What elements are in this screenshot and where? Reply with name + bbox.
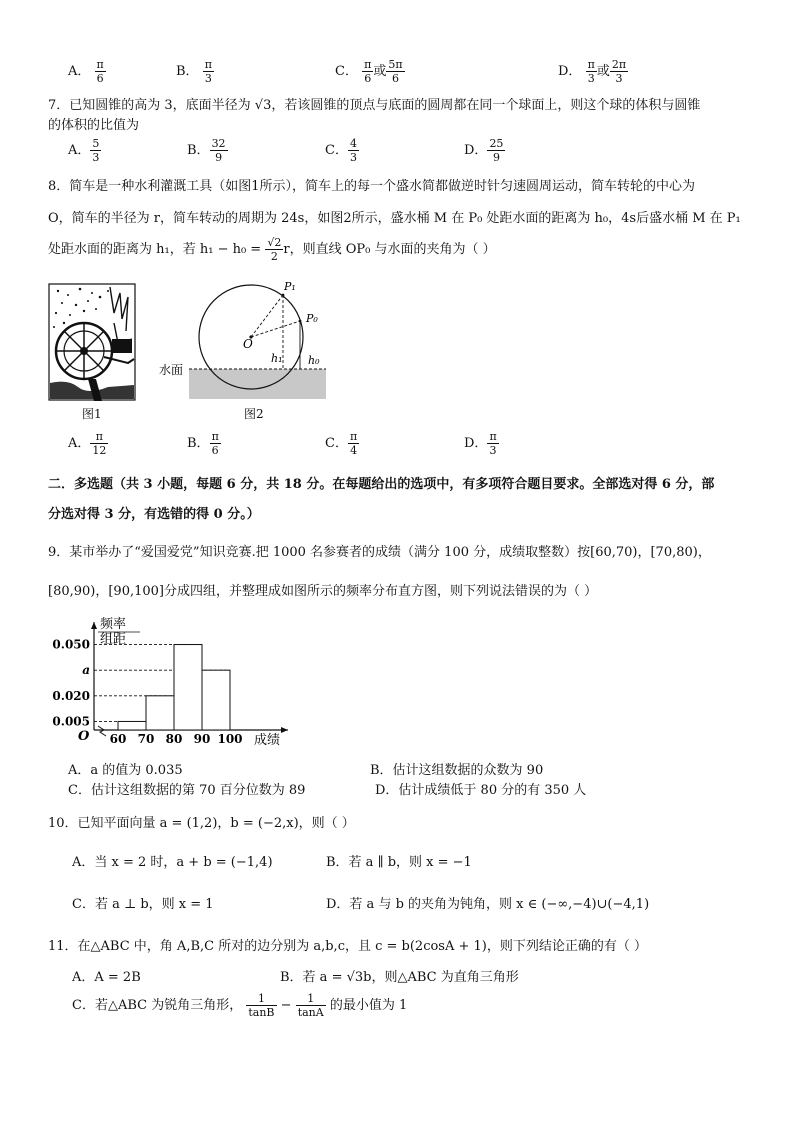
fraction: $\frac{5\pi}{6}$: [388, 58, 403, 85]
origin-label: O: [78, 729, 90, 744]
x-tick-label-4: 100: [217, 732, 243, 746]
fraction: $\frac{\pi}{3}$: [489, 430, 497, 457]
y-tick-label-0: 0.050: [52, 637, 90, 652]
y-axis-arrow: [91, 622, 97, 629]
q10-option-d: D．若 a 与 b 的夹角为钝角，则 x ∈ (−∞,−4)∪(−4,1): [326, 897, 650, 912]
x-tick-label-2: 80: [165, 732, 183, 746]
q8-option-c: C． $\frac{\pi}{4}$: [325, 430, 358, 457]
point-p1: [282, 294, 285, 297]
fraction: $\frac{1}{\tan B}$: [248, 992, 275, 1019]
q11-option-a: A．A = 2B: [72, 970, 141, 985]
fraction: $\frac{\pi}{4}$: [349, 430, 358, 457]
q7-option-a: A． $\frac{5}{3}$: [68, 137, 100, 164]
fraction: $\frac{5}{3}$: [92, 137, 100, 164]
fraction: $\frac{32}{9}$: [211, 137, 226, 164]
q10-option-c: C．若 a ⊥ b，则 x = 1: [72, 897, 214, 912]
q9-option-b: B．估计这组数据的众数为 90: [370, 763, 544, 778]
frequency-histogram: [40, 612, 300, 752]
x-tick-label-1: 70: [137, 732, 155, 746]
figure1-caption: 图1: [82, 407, 102, 421]
q6-option-c: C． $\frac{\pi}{6}$ 或 $\frac{5\pi}{6}$: [335, 58, 403, 85]
label-p0: P₀: [306, 312, 318, 325]
q6-option-d: D． $\frac{\pi}{3}$ 或 $\frac{2\pi}{3}$: [558, 58, 627, 85]
label-o: O: [243, 337, 253, 351]
fraction: $\frac{4}{3}$: [349, 137, 357, 164]
fraction: $\frac{\pi}{3}$: [204, 58, 212, 85]
label-p1: P₁: [284, 280, 296, 293]
fraction: $\frac{2\pi}{3}$: [611, 58, 627, 85]
axis-break-mark: [98, 726, 106, 736]
q6-option-a: A． $\frac{\pi}{6}$: [68, 58, 104, 85]
figure1-waterwheel: [48, 283, 136, 401]
fraction: $\frac{\pi}{3}$: [587, 58, 595, 85]
section2-heading-line2: 分选对得 3 分，有选错的得 0 分。）: [48, 507, 260, 522]
fraction: $\frac{\pi}{6}$: [96, 58, 104, 85]
histogram-bar-1: [146, 696, 174, 730]
q7-stem-line2: 的体积的比值为: [48, 118, 140, 133]
q8-stem-line3: 处距水面的距离为 h₁，若 h₁ − h₀ = $\frac{√2}{2}$ r，则直线 OP₀ 与水面的夹角为（ ）: [48, 236, 496, 263]
q8-option-d: D． $\frac{\pi}{3}$: [464, 430, 497, 457]
q8-option-b: B． $\frac{\pi}{6}$: [187, 430, 219, 457]
x-axis-label: 成绩: [254, 733, 281, 748]
y-axis-label-top: 频率: [100, 617, 127, 632]
q7-stem-line1: 7．已知圆锥的高为 3，底面半径为 √3，若该圆锥的顶点与底面的圆周都在同一个球面上，则这个球的体积与圆锥: [48, 98, 701, 113]
histogram-bar-3: [202, 670, 230, 730]
q9-option-c: C．估计这组数据的第 70 百分位数为 89: [68, 783, 306, 798]
y-tick-label-2: 0.020: [52, 688, 90, 703]
q11-option-c: C．若△ABC 为锐角三角形， $\frac{1}{\tan B}$ − $\frac{1}{\tan A}$ 的最小值为 1: [72, 992, 408, 1019]
q10-stem: 10．已知平面向量 a = (1,2)，b = (−2,x)，则（ ）: [48, 816, 355, 831]
q11-stem: 11．在△ABC 中，角 A,B,C 所对的边分别为 a,b,c，且 c = b(2cosA + 1)，则下列结论正确的有（ ）: [48, 939, 648, 954]
section2-heading-line1: 二．多选题（共 3 小题，每题 6 分，共 18 分。在每题给出的选项中，有多项符合题目要求。全部选对得 6 分，部: [48, 477, 715, 492]
point-p0: [299, 320, 302, 323]
q10-option-a: A．当 x = 2 时，a + b = (−1,4): [72, 855, 273, 870]
fraction: $\frac{√2}{2}$: [267, 236, 282, 263]
q10-option-b: B．若 a ∥ b，则 x = −1: [326, 855, 472, 870]
q6-option-b: B． $\frac{\pi}{3}$: [176, 58, 212, 85]
y-tick-label-3: 0.005: [52, 714, 90, 729]
q8-option-a: A． $\frac{\pi}{12}$: [68, 430, 107, 457]
figure2-caption: 图2: [244, 407, 264, 421]
segment-op0: [251, 321, 300, 337]
histogram-bar-2: [174, 645, 202, 730]
x-axis-arrow: [281, 727, 288, 733]
fraction: $\frac{25}{9}$: [489, 137, 504, 164]
q9-stem-line1: 9．某市举办了“爱国爱党”知识竞赛.把 1000 名参赛者的成绩（满分 100 分，成绩取整数）按[60,70)，[70,80)，: [48, 545, 711, 560]
histogram-bar-0: [118, 721, 146, 730]
x-tick-label-3: 90: [193, 732, 211, 746]
fraction: $\frac{\pi}{12}$: [92, 430, 107, 457]
water-region: [189, 369, 326, 399]
q9-option-a: A．a 的值为 0.035: [68, 763, 183, 778]
fraction: $\frac{1}{\tan A}$: [297, 992, 324, 1019]
label-h0: h₀: [308, 354, 320, 367]
x-tick-label-0: 60: [109, 732, 127, 746]
q8-stem-line2: O，简车的半径为 r，简车转动的周期为 24s，如图2所示，盛水桶 M 在 P₀ 处距水面的距离为 h₀，4s后盛水桶 M 在 P₁: [48, 211, 741, 226]
q9-stem-line2: [80,90)，[90,100]分成四组，并整理成如图所示的频率分布直方图，则下列说法错误的为（ ）: [48, 584, 598, 599]
q9-option-d: D．估计成绩低于 80 分的有 350 人: [375, 783, 587, 798]
segment-op1: [251, 295, 283, 337]
q7-option-d: D． $\frac{25}{9}$: [464, 137, 504, 164]
figure2-diagram: [155, 276, 335, 402]
y-tick-label-1: a: [82, 663, 90, 678]
fraction: $\frac{\pi}{6}$: [364, 58, 372, 85]
q8-stem-line1: 8．简车是一种水利灌溉工具（如图1所示），简车上的每一个盛水简都做逆时针匀速圆周运动，简车转轮的中心为: [48, 179, 696, 194]
q7-option-b: B． $\frac{32}{9}$: [187, 137, 226, 164]
fraction: $\frac{\pi}{6}$: [211, 430, 219, 457]
label-water: 水面: [159, 363, 184, 377]
q11-option-b: B．若 a = √3b，则△ABC 为直角三角形: [280, 970, 519, 985]
label-h1: h₁: [271, 352, 283, 365]
y-axis-label-bottom: 组距: [100, 632, 127, 647]
q7-option-c: C． $\frac{4}{3}$: [325, 137, 357, 164]
